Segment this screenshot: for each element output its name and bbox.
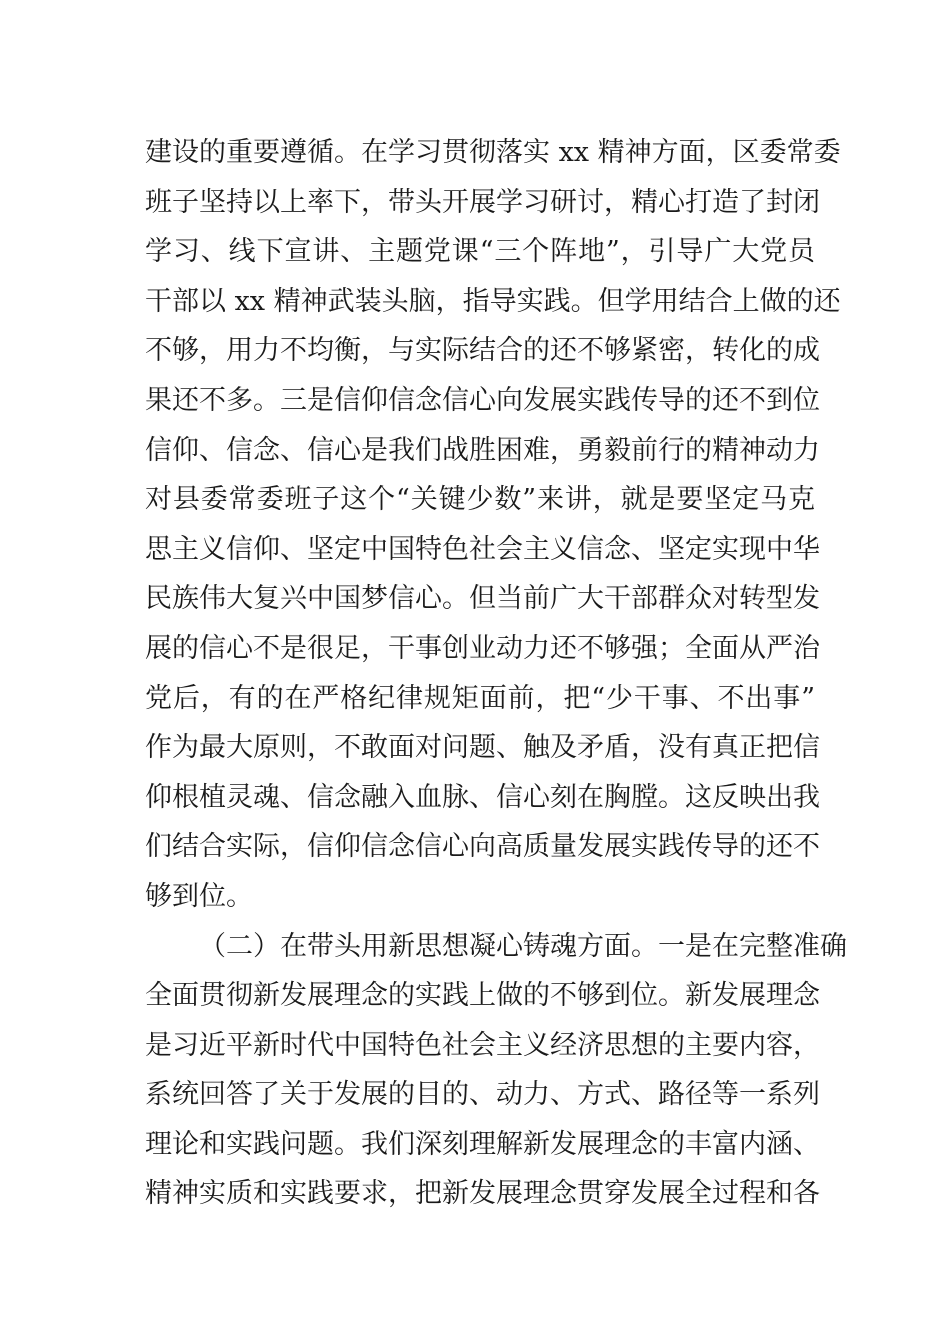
section-heading-line: （二）在带头用新思想凝心铸魂方面。一是在完整准确 — [199, 930, 847, 962]
text-line: 民族伟大复兴中国梦信心。但当前广大干部群众对转型发 — [145, 583, 820, 615]
body-text — [145, 128, 847, 1219]
text-line: 全面贯彻新发展理念的实践上做的不够到位。新发展理念 — [145, 980, 820, 1012]
text-line: 不够，用力不均衡，与实际结合的还不够紧密，转化的成 — [145, 335, 820, 367]
text-line: 党后，有的在严格纪律规矩面前，把“少干事、不出事” — [145, 682, 815, 714]
text-line: 作为最大原则，不敢面对问题、触及矛盾，没有真正把信 — [145, 732, 820, 764]
text-line: 学习、线下宣讲、主题党课“三个阵地”，引导广大党员 — [145, 236, 815, 268]
text-line: 展的信心不是很足，干事创业动力还不够强；全面从严治 — [145, 632, 820, 664]
text-line: 思主义信仰、坚定中国特色社会主义信念、坚定实现中华 — [145, 533, 820, 565]
text-line: 果还不多。三是信仰信念信心向发展实践传导的还不到位 — [145, 384, 820, 416]
text-line: 理论和实践问题。我们深刻理解新发展理念的丰富内涵、 — [145, 1128, 820, 1160]
text-line: 精神实质和实践要求，把新发展理念贯穿发展全过程和各 — [145, 1178, 820, 1210]
text-line: 干部以 xx 精神武装头脑，指导实践。但学用结合上做的还 — [145, 285, 841, 317]
text-line: 对县委常委班子这个“关键少数”来讲，就是要坚定马克 — [145, 484, 815, 516]
text-line: 够到位。 — [145, 880, 253, 912]
text-line: 仰根植灵魂、信念融入血脉、信心刻在胸膛。这反映出我 — [145, 781, 820, 813]
text-line: 班子坚持以上率下，带头开展学习研讨，精心打造了封闭 — [145, 186, 820, 218]
text-line: 们结合实际，信仰信念信心向高质量发展实践传导的还不 — [145, 831, 820, 863]
text-line: 是习近平新时代中国特色社会主义经济思想的主要内容， — [145, 1029, 820, 1061]
text-line: 信仰、信念、信心是我们战胜困难，勇毅前行的精神动力 — [145, 434, 820, 466]
text-line: 系统回答了关于发展的目的、动力、方式、路径等一系列 — [145, 1079, 820, 1111]
text-line: 建设的重要遵循。在学习贯彻落实 xx 精神方面，区委常委 — [145, 137, 841, 168]
